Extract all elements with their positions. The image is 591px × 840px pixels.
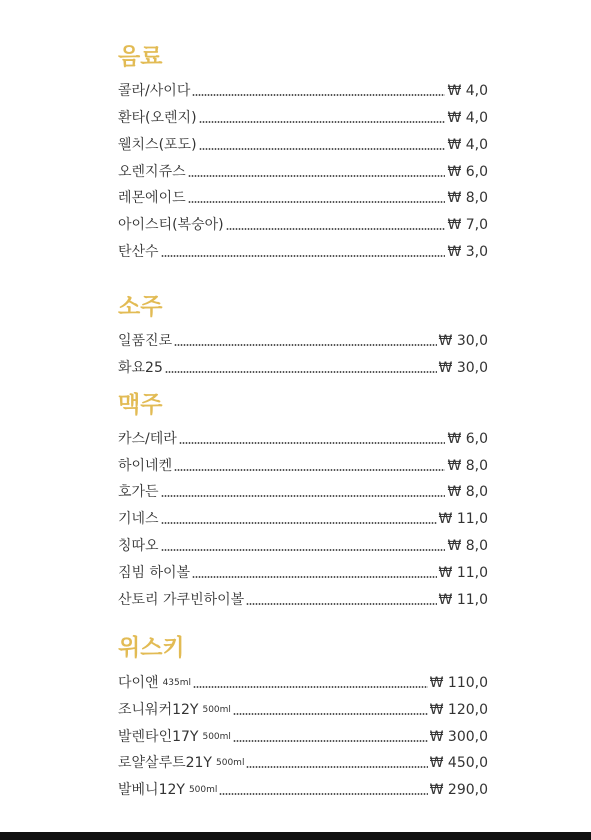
section-title-whisky: 위스키 bbox=[118, 635, 185, 661]
dot-leader bbox=[246, 766, 427, 768]
menu-item bbox=[118, 241, 488, 261]
dot-leader bbox=[226, 228, 446, 230]
item-name: 기네스 bbox=[118, 511, 159, 527]
menu-item bbox=[118, 699, 488, 719]
item-volume: 500ml bbox=[202, 705, 231, 715]
item-name: 아이스티(복숭아) bbox=[118, 217, 224, 233]
item-name: 호가든 bbox=[118, 484, 159, 500]
dot-leader bbox=[199, 121, 446, 123]
menu-item bbox=[118, 107, 488, 127]
dot-leader bbox=[188, 201, 446, 203]
item-price: ₩ 450,0 bbox=[429, 755, 488, 771]
item-name: 발베니12Y bbox=[118, 782, 185, 798]
item-price: ₩ 8,0 bbox=[447, 458, 488, 474]
item-name: 다이앤 bbox=[118, 675, 159, 691]
menu-item bbox=[118, 330, 488, 350]
menu-item bbox=[118, 357, 488, 377]
item-price: ₩ 7,0 bbox=[447, 217, 488, 233]
dot-leader bbox=[233, 740, 428, 742]
dot-leader bbox=[174, 469, 445, 471]
item-price: ₩ 300,0 bbox=[429, 729, 488, 745]
menu-item bbox=[118, 455, 488, 475]
dot-leader bbox=[188, 175, 446, 177]
item-name: 일품진로 bbox=[118, 333, 173, 349]
item-price: ₩ 8,0 bbox=[447, 190, 488, 206]
item-price: ₩ 120,0 bbox=[429, 702, 488, 718]
item-price: ₩ 11,0 bbox=[438, 592, 488, 608]
bottom-bar bbox=[0, 832, 591, 840]
menu-item bbox=[118, 134, 488, 154]
item-name: 하이네켄 bbox=[118, 458, 173, 474]
dot-leader bbox=[161, 495, 446, 497]
dot-leader bbox=[161, 549, 446, 551]
item-name: 산토리 가쿠빈하이볼 bbox=[118, 592, 245, 608]
item-price: ₩ 8,0 bbox=[447, 538, 488, 554]
item-price: ₩ 11,0 bbox=[438, 565, 488, 581]
menu-item bbox=[118, 535, 488, 555]
dot-leader bbox=[165, 371, 437, 373]
menu-item bbox=[118, 779, 488, 799]
item-price: ₩ 30,0 bbox=[438, 333, 488, 349]
item-volume: 500ml bbox=[188, 785, 218, 795]
menu-item bbox=[118, 481, 488, 501]
menu-item bbox=[118, 672, 488, 692]
item-price: ₩ 4,0 bbox=[447, 137, 488, 153]
section-title-beer: 맥주 bbox=[118, 392, 163, 418]
item-price: ₩ 4,0 bbox=[447, 83, 488, 99]
item-name: 조니워커12Y bbox=[118, 702, 199, 718]
menu-item bbox=[118, 508, 488, 528]
dot-leader bbox=[246, 603, 436, 605]
item-price: ₩ 6,0 bbox=[447, 164, 488, 180]
item-name: 레몬에이드 bbox=[118, 190, 186, 206]
dot-leader bbox=[179, 442, 446, 444]
item-price: ₩ 3,0 bbox=[447, 244, 488, 260]
item-price: ₩ 8,0 bbox=[447, 484, 488, 500]
section-title-beverages: 음료 bbox=[118, 44, 163, 70]
dot-leader bbox=[233, 713, 428, 715]
item-name: 화요25 bbox=[118, 360, 163, 376]
item-price: ₩ 110,0 bbox=[429, 675, 488, 691]
item-volume: 435ml bbox=[162, 678, 192, 688]
item-price: ₩ 30,0 bbox=[438, 360, 488, 376]
item-price: ₩ 4,0 bbox=[447, 110, 488, 126]
item-name: 카스/테라 bbox=[118, 431, 177, 447]
item-name: 웰치스(포도) bbox=[118, 137, 197, 153]
item-price: ₩ 290,0 bbox=[429, 782, 488, 798]
item-name: 로얄살루트21Y bbox=[118, 755, 212, 771]
item-name: 오렌지쥬스 bbox=[118, 164, 186, 180]
dot-leader bbox=[199, 148, 446, 150]
menu-item bbox=[118, 562, 488, 582]
item-name: 칭따오 bbox=[118, 538, 159, 554]
section-title-soju: 소주 bbox=[118, 294, 163, 320]
menu-item bbox=[118, 726, 488, 746]
dot-leader bbox=[161, 522, 437, 524]
item-volume: 500ml bbox=[202, 732, 231, 742]
item-name: 짐빔 하이볼 bbox=[118, 565, 191, 581]
menu-item bbox=[118, 80, 488, 100]
item-name: 발렌타인17Y bbox=[118, 729, 199, 745]
menu-item bbox=[118, 589, 488, 609]
item-volume: 500ml bbox=[216, 758, 245, 768]
dot-leader bbox=[193, 686, 428, 688]
menu-item bbox=[118, 752, 488, 772]
dot-leader bbox=[192, 576, 436, 578]
menu-item bbox=[118, 161, 488, 181]
item-name: 탄산수 bbox=[118, 244, 159, 260]
dot-leader bbox=[192, 94, 445, 96]
dot-leader bbox=[219, 793, 427, 795]
menu-item bbox=[118, 428, 488, 448]
dot-leader bbox=[174, 344, 436, 346]
item-name: 콜라/사이다 bbox=[118, 83, 191, 99]
item-name: 환타(오렌지) bbox=[118, 110, 197, 126]
menu-item bbox=[118, 187, 488, 207]
item-price: ₩ 11,0 bbox=[438, 511, 488, 527]
menu-item bbox=[118, 214, 488, 234]
dot-leader bbox=[161, 255, 446, 257]
item-price: ₩ 6,0 bbox=[447, 431, 488, 447]
